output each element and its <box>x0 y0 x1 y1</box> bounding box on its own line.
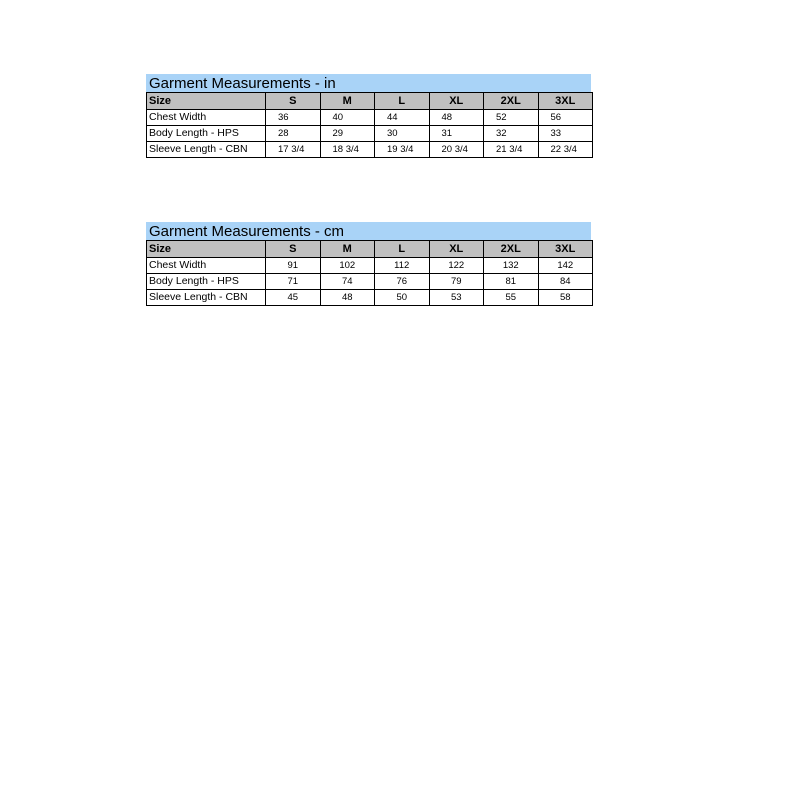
table-cell: 20 3/4 <box>429 142 484 158</box>
table-cell: 18 3/4 <box>320 142 375 158</box>
row-label: Sleeve Length - CBN <box>147 142 266 158</box>
table-cell: 91 <box>266 258 321 274</box>
header-cell-3xl: 3XL <box>538 93 593 110</box>
table-row <box>147 110 593 126</box>
header-cell-m: M <box>320 241 375 258</box>
table-cell: 76 <box>375 274 430 290</box>
table-row <box>147 274 593 290</box>
table-cell: 29 <box>320 126 375 142</box>
table-cell: 45 <box>266 290 321 306</box>
table-cell: 22 3/4 <box>538 142 593 158</box>
measurements-in-block <box>146 74 591 158</box>
table-cell: 81 <box>484 274 539 290</box>
row-label: Body Length - HPS <box>147 126 266 142</box>
table-cell: 142 <box>538 258 593 274</box>
header-cell-m: M <box>320 93 375 110</box>
table-header-row <box>147 241 593 258</box>
table-row <box>147 126 593 142</box>
table-cell: 74 <box>320 274 375 290</box>
table-cell: 55 <box>484 290 539 306</box>
table-cell: 79 <box>429 274 484 290</box>
header-cell-s: S <box>266 241 321 258</box>
header-cell-l: L <box>375 93 430 110</box>
measurements-cm-block <box>146 222 591 306</box>
table-cell: 32 <box>484 126 539 142</box>
table-cell: 40 <box>320 110 375 126</box>
table-cell: 30 <box>375 126 430 142</box>
header-cell-size: Size <box>147 241 266 258</box>
header-cell-xl: XL <box>429 93 484 110</box>
table-cell: 112 <box>375 258 430 274</box>
table-cell: 56 <box>538 110 593 126</box>
table-cell: 33 <box>538 126 593 142</box>
table-cell: 19 3/4 <box>375 142 430 158</box>
table-cell: 48 <box>429 110 484 126</box>
table-row <box>147 142 593 158</box>
table-cell: 44 <box>375 110 430 126</box>
header-cell-l: L <box>375 241 430 258</box>
header-cell-2xl: 2XL <box>484 93 539 110</box>
row-label: Body Length - HPS <box>147 274 266 290</box>
table-cell: 21 3/4 <box>484 142 539 158</box>
table-title-cm: Garment Measurements - cm <box>146 222 591 240</box>
table-cell: 48 <box>320 290 375 306</box>
header-cell-xl: XL <box>429 241 484 258</box>
header-cell-s: S <box>266 93 321 110</box>
table-cell: 52 <box>484 110 539 126</box>
row-label: Chest Width <box>147 258 266 274</box>
table-cell: 50 <box>375 290 430 306</box>
table-cell: 31 <box>429 126 484 142</box>
table-row <box>147 258 593 274</box>
table-row <box>147 290 593 306</box>
table-cell: 71 <box>266 274 321 290</box>
table-cell: 102 <box>320 258 375 274</box>
table-cell: 36 <box>266 110 321 126</box>
row-label: Sleeve Length - CBN <box>147 290 266 306</box>
table-cell: 84 <box>538 274 593 290</box>
header-cell-2xl: 2XL <box>484 241 539 258</box>
table-cell: 17 3/4 <box>266 142 321 158</box>
table-header-row <box>147 93 593 110</box>
measurements-cm-table <box>146 240 593 306</box>
header-cell-size: Size <box>147 93 266 110</box>
table-cell: 28 <box>266 126 321 142</box>
table-cell: 122 <box>429 258 484 274</box>
table-cell: 58 <box>538 290 593 306</box>
header-cell-3xl: 3XL <box>538 241 593 258</box>
row-label: Chest Width <box>147 110 266 126</box>
table-cell: 53 <box>429 290 484 306</box>
table-title-in: Garment Measurements - in <box>146 74 591 92</box>
table-cell: 132 <box>484 258 539 274</box>
measurements-in-table <box>146 92 593 158</box>
